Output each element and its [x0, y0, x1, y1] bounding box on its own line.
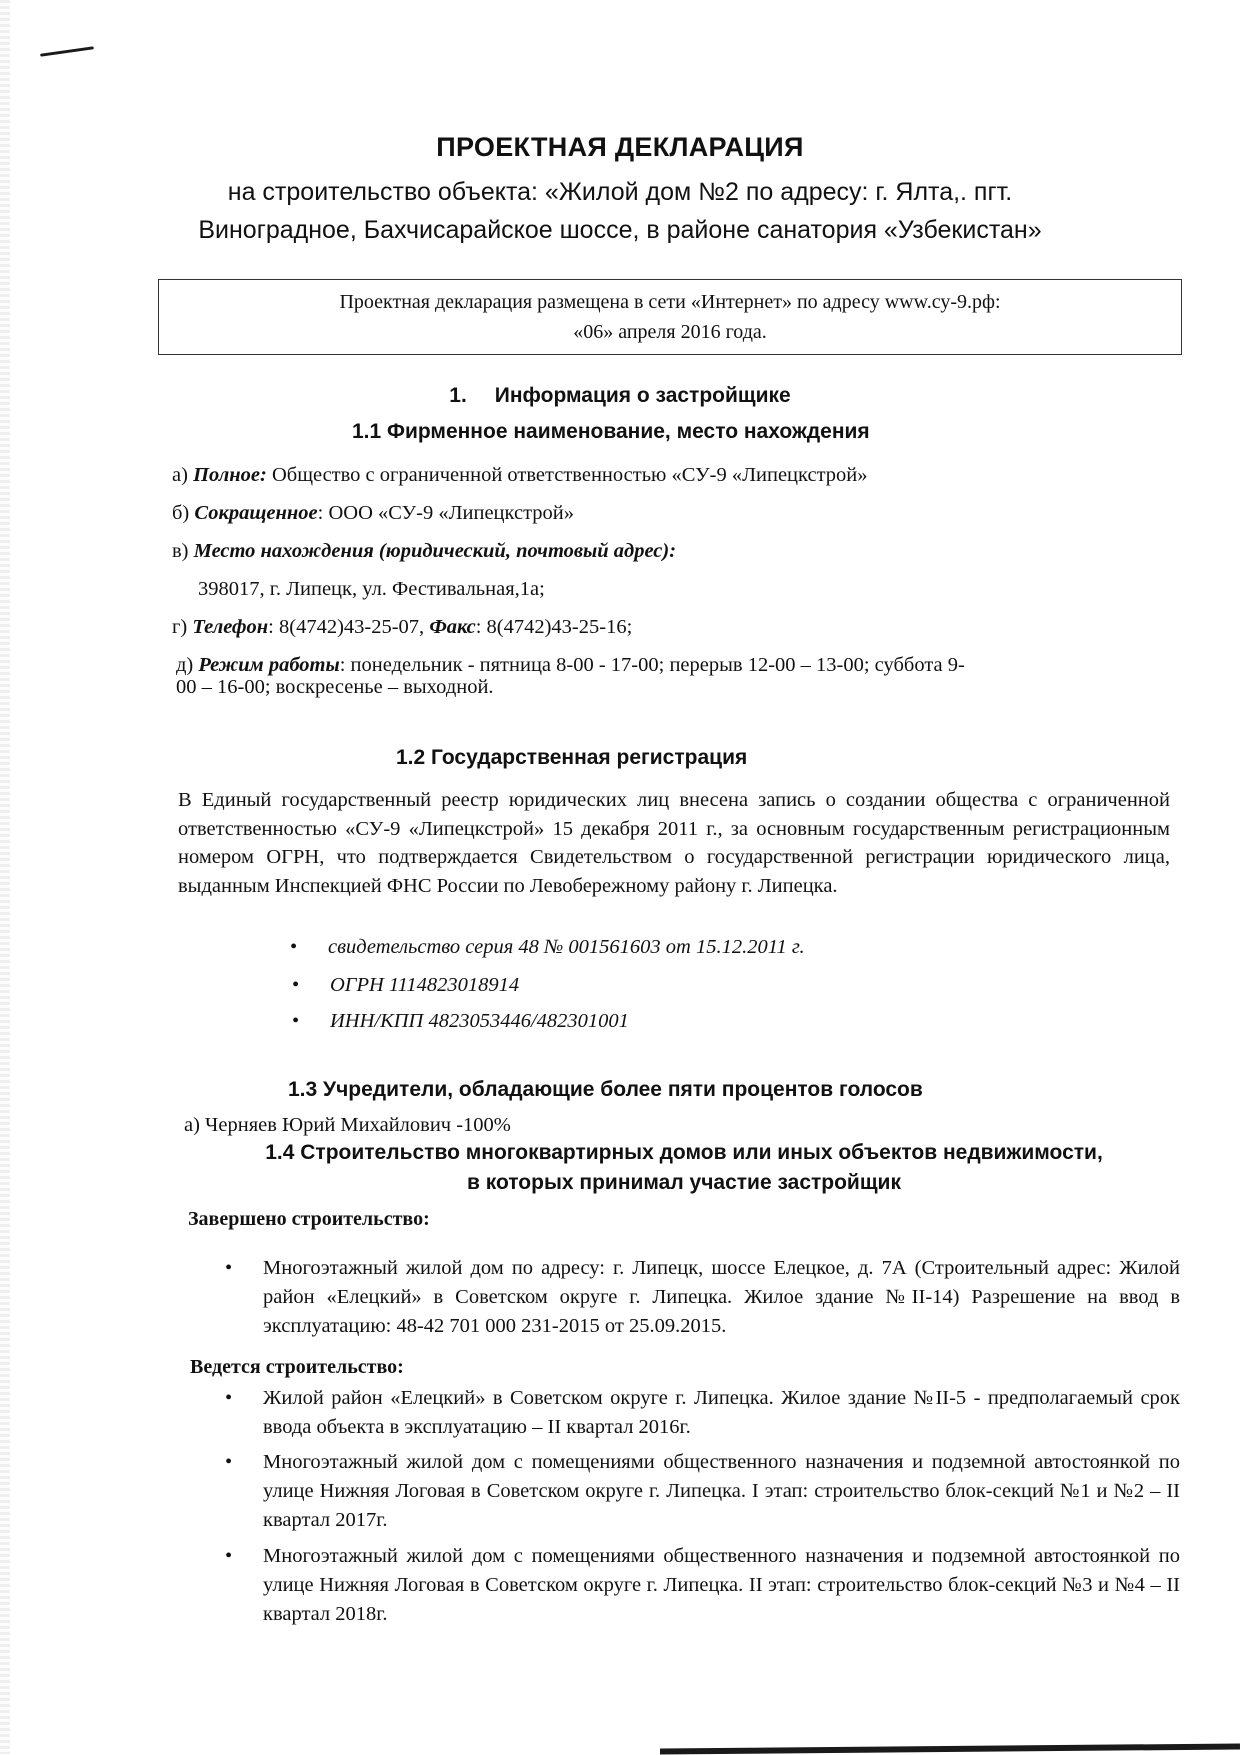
item-prefix: г)	[172, 616, 193, 638]
field-short-name	[172, 502, 574, 525]
project-text: Многоэтажный жилой дом с помещениями общественного назначения и подземной автостоянкой по улице Нижняя Логовая в Советском округе г. Липецка. II этап: строительство блок-секций №3 и №4 – II квартал 2018г.	[263, 1545, 1180, 1625]
bullet-icon: •	[292, 1010, 300, 1032]
project-text: Жилой район «Елецкий» в Советском округе г. Липецка. Жилое здание №II-5 - предполагаемый срок ввода объекта в эксплуатацию – II квартал 2016г.	[263, 1387, 1180, 1438]
completed-label: Завершено строительство:	[188, 1208, 430, 1230]
item-prefix: д)	[176, 654, 199, 676]
subtitle-line: на строительство объекта: «Жилой дом №2 по адресу: г. Ялта,. пгт.	[227, 178, 1013, 206]
document-subtitle	[150, 173, 1090, 249]
field-label: Телефон	[192, 616, 269, 638]
registration-bullet	[292, 974, 519, 997]
project-text: Многоэтажный жилой дом по адресу: г. Липецк, шоссе Елецкое, д. 7А (Строительный адрес: Жилой район «Елецкий» в Советском округе г. Липецка. Жилое здание №II-14) Разрешение на ввод в эксплуатацию: 48-42 701 000 231-2015 от 25.09.2015.	[263, 1257, 1180, 1337]
field-value: : понедельник - пятница 8-00 - 17-00; перерыв 12-00 – 13-00; суббота 9-	[339, 654, 965, 676]
bullet-text: свидетельство серия 48 № 001561603 от 15.12.2011 г.	[328, 936, 805, 958]
ongoing-label: Ведется строительство:	[190, 1356, 404, 1378]
field-label: Полное:	[193, 464, 267, 486]
subsection-heading: 1.1 Фирменное наименование, место нахождения	[352, 420, 870, 443]
registration-bullet	[292, 1010, 629, 1033]
field-label: Сокращенное	[194, 502, 318, 524]
heading-line: в которых принимал участие застройщик	[467, 1171, 901, 1194]
publication-notice	[158, 279, 1182, 355]
field-value: : ООО «СУ-9 «Липецкстрой»	[317, 502, 575, 524]
project-text: Многоэтажный жилой дом с помещениями общественного назначения и подземной автостоянкой по улице Нижняя Логовая в Советском округе г. Липецка. I этап: строительство блок-секций №1 и №2 – II квартал 2017г.	[263, 1451, 1180, 1531]
scan-mark	[660, 1743, 1240, 1754]
field-full-name	[172, 464, 868, 487]
founder-item: а) Черняев Юрий Михайлович -100%	[184, 1114, 511, 1136]
registration-bullet	[290, 936, 805, 959]
item-prefix: в)	[172, 540, 194, 562]
scan-mark	[40, 46, 94, 56]
subtitle-line: Виноградное, Бахчисарайское шоссе, в районе санатория «Узбекистан»	[198, 216, 1042, 244]
section-number: 1.	[449, 384, 467, 407]
bullet-icon: •	[225, 1545, 233, 1567]
item-prefix: а)	[172, 464, 194, 486]
field-value: : 8(4742)43-25-16;	[475, 616, 633, 638]
ongoing-project	[225, 1542, 1180, 1629]
heading-line: 1.4 Строительство многоквартирных домов или иных объектов недвижимости,	[265, 1141, 1103, 1164]
completed-project	[225, 1254, 1180, 1341]
field-phone-fax	[172, 616, 632, 639]
bullet-icon: •	[225, 1257, 233, 1279]
field-working-hours-cont: 00 – 16-00; воскресенье – выходной.	[176, 676, 494, 698]
section-heading	[0, 384, 1240, 408]
scan-edge	[0, 0, 10, 1754]
field-working-hours	[176, 654, 965, 677]
registration-paragraph: В Единый государственный реестр юридических лиц внесена запись о создании общества с ограниченной ответственностью «СУ-9 «Липецкстрой» 15 декабря 2011 г., за основным государственным регистрационным номером ОГРН, что подтверждается Свидетельством о государственной регистрации юридического лица, выданным Инспекцией ФНС России по Левобережному району г. Липецка.	[178, 789, 1170, 897]
bullet-icon: •	[225, 1387, 233, 1409]
bullet-text: ИНН/КПП 4823053446/482301001	[330, 1010, 629, 1032]
field-label: Факс	[429, 616, 476, 638]
field-value: : 8(4742)43-25-07,	[268, 616, 430, 638]
field-label: Место нахождения (юридический, почтовый адрес):	[193, 540, 677, 562]
bullet-icon: •	[225, 1451, 233, 1473]
document-title: ПРОЕКТНАЯ ДЕКЛАРАЦИЯ	[436, 132, 804, 162]
bullet-text: ОГРН 1114823018914	[330, 974, 520, 996]
ongoing-project	[225, 1448, 1180, 1535]
section-title: Информация о застройщике	[494, 384, 791, 407]
bullet-icon: •	[292, 974, 300, 996]
field-location	[172, 540, 676, 563]
field-address: 398017, г. Липецк, ул. Фестивальная,1а;	[198, 578, 545, 600]
notice-date: «06» апреля 2016 года.	[573, 321, 767, 343]
notice-line: Проектная декларация размещена в сети «Интернет» по адресу www.су-9.рф:	[339, 291, 1001, 313]
subsection-heading	[184, 1138, 1184, 1198]
bullet-icon: •	[290, 936, 298, 958]
subsection-heading: 1.3 Учредители, обладающие более пяти процентов голосов	[288, 1078, 923, 1101]
item-prefix: б)	[172, 502, 195, 524]
ongoing-project	[225, 1384, 1180, 1442]
field-label: Режим работы	[198, 654, 340, 676]
subsection-heading: 1.2 Государственная регистрация	[396, 746, 748, 769]
field-value: Общество с ограниченной ответственностью «СУ-9 «Липецкстрой»	[266, 464, 868, 486]
